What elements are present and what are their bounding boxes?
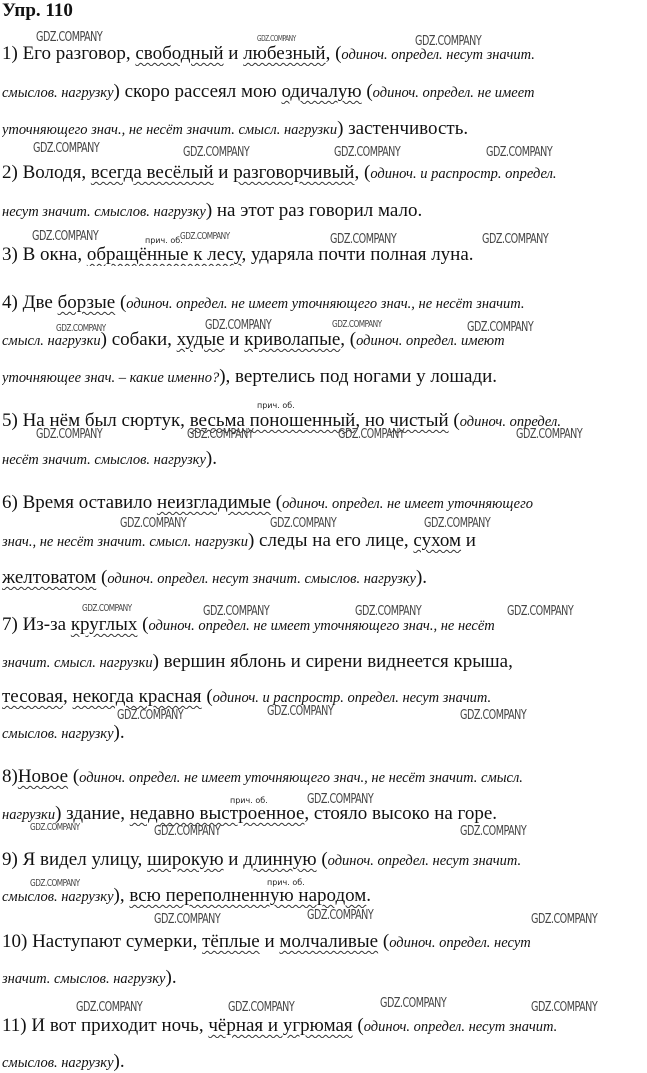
watermark: GDZ.COMPANY xyxy=(30,822,80,833)
participle-phrase-label: прич. об. xyxy=(145,236,183,245)
text: ), xyxy=(113,885,130,906)
watermark: GDZ.COMPANY xyxy=(482,232,549,247)
text: ( xyxy=(316,849,328,870)
text: 7) Из-за xyxy=(2,614,71,635)
definition: широкую xyxy=(147,849,224,870)
text: ) собаки, xyxy=(100,329,177,350)
text: ) застенчивость. xyxy=(337,118,469,139)
watermark: GDZ.COMPANY xyxy=(76,1000,143,1015)
definition: молчаливые xyxy=(279,931,379,952)
definition: длинную xyxy=(243,849,317,870)
text: 8) xyxy=(2,766,18,787)
text: , ударяла почти полная луна. xyxy=(241,244,474,265)
text-line-19 xyxy=(2,766,622,789)
text: ). xyxy=(113,1051,125,1072)
definition: одичалую xyxy=(281,81,362,102)
definition: тёплые xyxy=(202,931,260,952)
note: уточняющего знач., не несёт значит. смысл. нагрузки xyxy=(2,122,338,138)
text: , xyxy=(63,686,73,707)
watermark: GDZ.COMPANY xyxy=(117,708,184,723)
watermark: GDZ.COMPANY xyxy=(56,323,106,334)
text-line-3 xyxy=(2,118,622,141)
text-line-5 xyxy=(2,200,622,223)
watermark: GDZ.COMPANY xyxy=(460,708,527,723)
text-line-4 xyxy=(2,162,622,185)
note: одиноч. определ. не имеет xyxy=(372,85,535,101)
text: и xyxy=(461,530,476,551)
text: ( xyxy=(352,1015,364,1036)
note: значит. смысл. нагрузки xyxy=(2,655,153,671)
watermark: GDZ.COMPANY xyxy=(154,912,221,927)
text-line-14 xyxy=(2,567,622,590)
definition: свободный xyxy=(135,43,224,64)
text: 11) И вот приходит ночь, xyxy=(2,1015,209,1036)
watermark: GDZ.COMPANY xyxy=(180,231,230,242)
text: 4) Две xyxy=(2,292,58,313)
text: ( xyxy=(115,292,127,313)
note: одиноч. определ. не имеет уточняющего знач., не несёт значит. смысл. xyxy=(79,770,523,786)
note: нагрузки xyxy=(2,807,56,823)
text-line-7 xyxy=(2,292,622,315)
watermark: GDZ.COMPANY xyxy=(467,320,534,335)
text: ( xyxy=(378,931,390,952)
definition: любезный xyxy=(243,43,326,64)
text: ( xyxy=(137,614,149,635)
text: ). xyxy=(165,967,177,988)
watermark: GDZ.COMPANY xyxy=(267,704,334,719)
watermark: GDZ.COMPANY xyxy=(332,319,382,330)
note: одиноч. определ. несут значит. xyxy=(327,853,522,869)
watermark: GDZ.COMPANY xyxy=(415,34,482,49)
text: ) на этот раз говорил мало. xyxy=(205,200,423,221)
watermark: GDZ.COMPANY xyxy=(355,604,422,619)
watermark: GDZ.COMPANY xyxy=(183,145,250,160)
text: , ( xyxy=(340,329,357,350)
text: ). xyxy=(113,722,125,743)
note: смыслов. нагрузку xyxy=(2,85,114,101)
text: ( xyxy=(68,766,80,787)
watermark: GDZ.COMPANY xyxy=(424,516,491,531)
text: , ( xyxy=(354,162,371,183)
text: ) вершин яблонь и сирени виднеется крыша, xyxy=(152,651,513,672)
watermark: GDZ.COMPANY xyxy=(486,145,553,160)
watermark: GDZ.COMPANY xyxy=(30,878,80,889)
text: , ( xyxy=(325,43,342,64)
watermark: GDZ.COMPANY xyxy=(516,427,583,442)
text: ) скоро рассеял мою xyxy=(113,81,282,102)
text: ). xyxy=(205,448,217,469)
text: ( xyxy=(271,492,283,513)
text-line-22 xyxy=(2,885,622,908)
note: одиноч. определ. xyxy=(459,414,561,430)
text: 2) Володя, xyxy=(2,162,91,183)
watermark: GDZ.COMPANY xyxy=(32,229,99,244)
watermark: GDZ.COMPANY xyxy=(82,603,132,614)
watermark: GDZ.COMPANY xyxy=(36,427,103,442)
text: и xyxy=(223,849,244,870)
watermark: GDZ.COMPANY xyxy=(330,232,397,247)
text-line-26 xyxy=(2,1051,622,1073)
watermark: GDZ.COMPANY xyxy=(205,318,272,333)
watermark: GDZ.COMPANY xyxy=(154,824,221,839)
definition: некогда красная xyxy=(72,686,202,707)
watermark: GDZ.COMPANY xyxy=(507,604,574,619)
watermark: GDZ.COMPANY xyxy=(307,792,374,807)
text: 3) В окна, xyxy=(2,244,87,265)
watermark: GDZ.COMPANY xyxy=(334,145,401,160)
watermark: GDZ.COMPANY xyxy=(203,604,270,619)
note: несёт значит. смыслов. нагрузку xyxy=(2,452,206,468)
watermark: GDZ.COMPANY xyxy=(531,1000,598,1015)
note: знач., не несёт значит. смысл. нагрузки xyxy=(2,534,248,550)
watermark: GDZ.COMPANY xyxy=(338,427,405,442)
participle-phrase-label: прич. об. xyxy=(257,401,295,410)
text: ( xyxy=(361,81,373,102)
text: и xyxy=(224,329,245,350)
note: значит. смыслов. нагрузку xyxy=(2,971,166,987)
text-line-2 xyxy=(2,81,622,104)
note: несут значит. смыслов. нагрузку xyxy=(2,204,206,220)
definition: разговорчивый xyxy=(233,162,355,183)
definition: всегда весёлый xyxy=(90,162,214,183)
definition: желтоватом xyxy=(2,567,97,588)
text: 10) Наступают сумерки, xyxy=(2,931,203,952)
text: ) следы на его лице, xyxy=(247,530,414,551)
definition: всю переполненную народом xyxy=(129,885,367,906)
text: 9) Я видел улицу, xyxy=(2,849,148,870)
note: одиноч. определ. имеют xyxy=(356,333,505,349)
watermark: GDZ.COMPANY xyxy=(120,516,187,531)
note: одиноч. определ. несут значит. xyxy=(363,1019,558,1035)
text: 6) Время оставило xyxy=(2,492,157,513)
text-line-16 xyxy=(2,651,622,674)
definition: тесовая xyxy=(2,686,64,707)
note: одиноч. определ. не имеет уточняющего знач., не несёт значит. xyxy=(126,296,525,312)
watermark: GDZ.COMPANY xyxy=(33,141,100,156)
definition: весьма поношенный xyxy=(189,410,356,431)
definition: неизгладимые xyxy=(156,492,272,513)
definition: обращённые к лесу xyxy=(86,244,242,265)
text-line-11 xyxy=(2,448,622,471)
note: смыслов. нагрузку xyxy=(2,1055,114,1071)
text-line-21 xyxy=(2,849,622,872)
definition: Новое xyxy=(17,766,69,787)
note: смыслов. нагрузку xyxy=(2,726,114,742)
text: , стояло высоко на горе. xyxy=(304,803,498,824)
note: уточняющее знач. – какие именно? xyxy=(2,370,220,386)
note: одиноч. определ. не имеет уточняющего знач., не несёт xyxy=(148,618,495,634)
text-line-23 xyxy=(2,931,622,954)
text-line-18 xyxy=(2,722,622,745)
definition: криволапые xyxy=(244,329,341,350)
definition: худые xyxy=(176,329,225,350)
text: , но xyxy=(355,410,390,431)
definition: чистый xyxy=(389,410,449,431)
text-line-12 xyxy=(2,492,622,515)
text: ( xyxy=(448,410,460,431)
note: одиноч. определ. несут значит. смыслов. нагрузку xyxy=(107,571,416,587)
text: ). xyxy=(415,567,428,588)
watermark: GDZ.COMPANY xyxy=(531,912,598,927)
watermark: GDZ.COMPANY xyxy=(460,824,527,839)
definition: борзые xyxy=(57,292,116,313)
exercise-title: Упр. 110 xyxy=(2,0,73,21)
text: ), вертелись под ногами у лошади. xyxy=(219,366,498,387)
text: 5) На нём был сюртук, xyxy=(2,410,190,431)
text-line-1 xyxy=(2,43,622,66)
text: 1) Его разговор, xyxy=(2,43,136,64)
watermark: GDZ.COMPANY xyxy=(270,516,337,531)
participle-phrase-label: прич. об. xyxy=(230,796,268,805)
text-line-24 xyxy=(2,967,622,990)
text: . xyxy=(366,885,372,906)
text-line-6 xyxy=(2,244,622,266)
watermark: GDZ.COMPANY xyxy=(36,30,103,45)
text: и xyxy=(213,162,234,183)
watermark: GDZ.COMPANY xyxy=(380,996,447,1011)
note: смыслов. нагрузку xyxy=(2,889,114,905)
note: одиноч. и распростр. определ. xyxy=(370,166,557,182)
text: и xyxy=(259,931,280,952)
note: смысл. нагрузки xyxy=(2,333,101,349)
text: ( xyxy=(96,567,108,588)
watermark: GDZ.COMPANY xyxy=(257,34,296,43)
definition: недавно выстроенное xyxy=(129,803,305,824)
text: и xyxy=(223,43,244,64)
note: одиноч. определ. несут xyxy=(389,935,531,951)
text-line-25 xyxy=(2,1015,622,1038)
watermark: GDZ.COMPANY xyxy=(307,908,374,923)
watermark: GDZ.COMPANY xyxy=(228,1000,295,1015)
text: ) здание, xyxy=(55,803,130,824)
note: одиноч. определ. несут значит. xyxy=(341,47,535,63)
watermark: GDZ.COMPANY xyxy=(187,427,254,442)
text-line-9 xyxy=(2,366,622,389)
definition: чёрная и угрюмая xyxy=(208,1015,353,1036)
text-line-13 xyxy=(2,530,622,553)
note: одиноч. определ. не имеет уточняющего xyxy=(282,496,534,512)
text: ( xyxy=(201,686,213,707)
definition: сухом xyxy=(413,530,462,551)
note: одиноч. и распростр. определ. несут значит. xyxy=(212,690,492,706)
definition: круглых xyxy=(70,614,138,635)
participle-phrase-label: прич. об. xyxy=(267,878,305,887)
